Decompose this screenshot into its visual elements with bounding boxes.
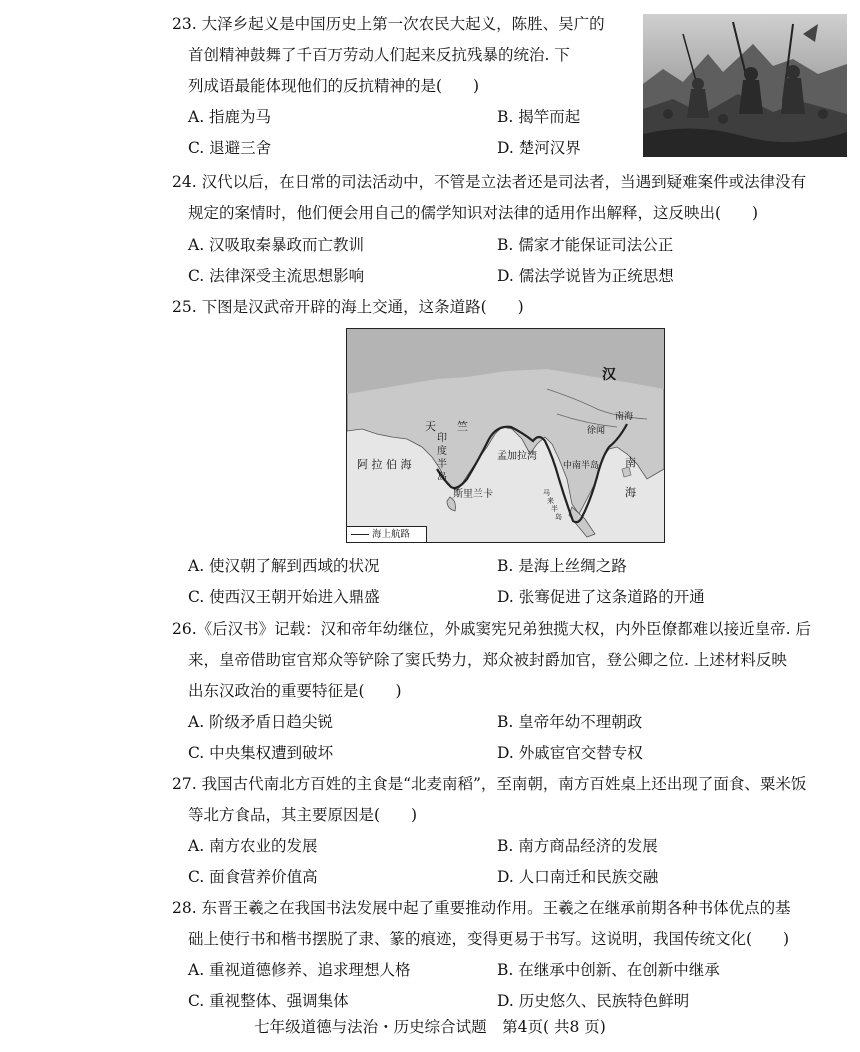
map-label-arabian-sea: 阿 拉 伯 海: [357, 458, 412, 471]
maritime-route-map: [346, 328, 665, 543]
map-label-south-sea-1: 南: [625, 456, 636, 469]
map-label-malay-3: 半: [551, 505, 558, 513]
map-label-xuwen: 徐闻: [587, 426, 606, 436]
q25-option-c[interactable]: C. 使西汉王朝开始进入鼎盛: [188, 588, 380, 606]
map-label-india-1: 印: [437, 433, 447, 444]
map-legend: [347, 526, 427, 542]
q26-stem-line-1: 26.《后汉书》记载：汉和帝年幼继位，外戚窦宪兄弟独揽大权，内外臣僚都难以接近皇帝. 后: [172, 620, 812, 638]
map-label-india-4: 岛: [437, 472, 447, 483]
q23-option-d[interactable]: D. 楚河汉界: [497, 139, 581, 157]
map-label-india-3: 半: [437, 459, 447, 470]
map-label-indochina: 中南半岛: [563, 461, 600, 471]
q24-option-d[interactable]: D. 儒法学说皆为正统思想: [497, 267, 674, 285]
q24-option-a[interactable]: A. 汉吸取秦暴政而亡教训: [188, 236, 365, 254]
q28-stem-line-1: 28. 东晋王羲之在我国书法发展中起了重要推动作用。王羲之在继承前期各种书体优点的基: [172, 899, 791, 917]
q26-option-d[interactable]: D. 外戚宦官交替专权: [497, 744, 643, 762]
q25-option-b[interactable]: B. 是海上丝绸之路: [497, 557, 627, 575]
map-drawing: [347, 329, 664, 542]
map-label-nanhai-city: 南海: [615, 412, 634, 422]
map-label-tian: 天: [425, 420, 436, 433]
q24-option-b[interactable]: B. 儒家才能保证司法公正: [497, 236, 674, 254]
q25-option-d[interactable]: D. 张骞促进了这条道路的开通: [497, 588, 705, 606]
map-label-malay-4: 岛: [555, 513, 562, 521]
q23-stem-line-1: 23. 大泽乡起义是中国历史上第一次农民大起义，陈胜、吴广的: [172, 15, 605, 33]
uprising-illustration-image: [643, 14, 847, 157]
q28-option-d[interactable]: D. 历史悠久、民族特色鲜明: [497, 992, 690, 1010]
q25-option-a[interactable]: A. 使汉朝了解到西域的状况: [188, 557, 380, 575]
q24-stem-line-2: 规定的案情时，他们便会用自己的儒学知识对法律的适用作出解释，这反映出( ): [188, 204, 759, 222]
map-legend-label: 海上航路: [372, 529, 411, 540]
q26-option-a[interactable]: A. 阶级矛盾日趋尖锐: [188, 713, 334, 731]
q27-option-a[interactable]: A. 南方农业的发展: [188, 837, 318, 855]
q23-option-b[interactable]: B. 揭竿而起: [497, 108, 581, 126]
q28-option-c[interactable]: C. 重视整体、强调集体: [188, 992, 349, 1010]
q26-option-c[interactable]: C. 中央集权遭到破坏: [188, 744, 334, 762]
q27-stem-line-1: 27. 我国古代南北方百姓的主食是“北麦南稻”，至南朝，南方百姓桌上还出现了面食、粟米饭: [172, 775, 807, 793]
map-label-india-2: 度: [437, 446, 447, 457]
map-label-sri-lanka: 斯里兰卡: [453, 489, 493, 500]
map-label-zhu: 竺: [457, 420, 468, 433]
q27-option-d[interactable]: D. 人口南迁和民族交融: [497, 868, 659, 886]
uprising-illustration: [643, 14, 847, 157]
q28-stem-line-2: 础上使行书和楷书摆脱了隶、篆的痕迹，变得更易于书写。这说明，我国传统文化( ): [188, 930, 790, 948]
q24-option-c[interactable]: C. 法律深受主流思想影响: [188, 267, 365, 285]
map-label-malay-2: 来: [547, 497, 554, 505]
map-label-south-sea-2: 海: [625, 486, 636, 499]
q23-option-c[interactable]: C. 退避三舍: [188, 139, 272, 157]
q23-stem-line-3: 列成语最能体现他们的反抗精神的是( ): [188, 77, 480, 95]
q26-option-b[interactable]: B. 皇帝年幼不理朝政: [497, 713, 643, 731]
q26-stem-line-3: 出东汉政治的重要特征是( ): [188, 682, 402, 700]
q23-stem-line-2: 首创精神鼓舞了千百万劳动人们起来反抗残暴的统治. 下: [188, 46, 570, 64]
legend-line-icon: [351, 534, 369, 535]
map-label-bengal-bay: 孟加拉湾: [497, 451, 537, 462]
q24-stem-line-1: 24. 汉代以后，在日常的司法活动中，不管是立法者还是司法者，当遇到疑难案件或法律没有: [172, 173, 807, 191]
map-label-malay-1: 马: [543, 489, 550, 497]
q27-option-c[interactable]: C. 面食营养价值高: [188, 868, 318, 886]
q27-option-b[interactable]: B. 南方商品经济的发展: [497, 837, 658, 855]
q26-stem-line-2: 来，皇帝借助宦官郑众等铲除了窦氏势力，郑众被封爵加官，登公卿之位. 上述材料反映: [188, 651, 787, 669]
map-label-han: 汉: [602, 367, 616, 383]
q28-option-a[interactable]: A. 重视道德修养、追求理想人格: [188, 961, 411, 979]
q23-option-a[interactable]: A. 指鹿为马: [188, 108, 272, 126]
q28-option-b[interactable]: B. 在继承中创新、在创新中继承: [497, 961, 720, 979]
q25-stem-line-1: 25. 下图是汉武帝开辟的海上交通，这条道路( ): [172, 298, 524, 316]
q27-stem-line-2: 等北方食品，其主要原因是( ): [188, 806, 418, 824]
page-footer: 七年级道德与法治・历史综合试题 第4页( 共8 页): [254, 1018, 606, 1036]
